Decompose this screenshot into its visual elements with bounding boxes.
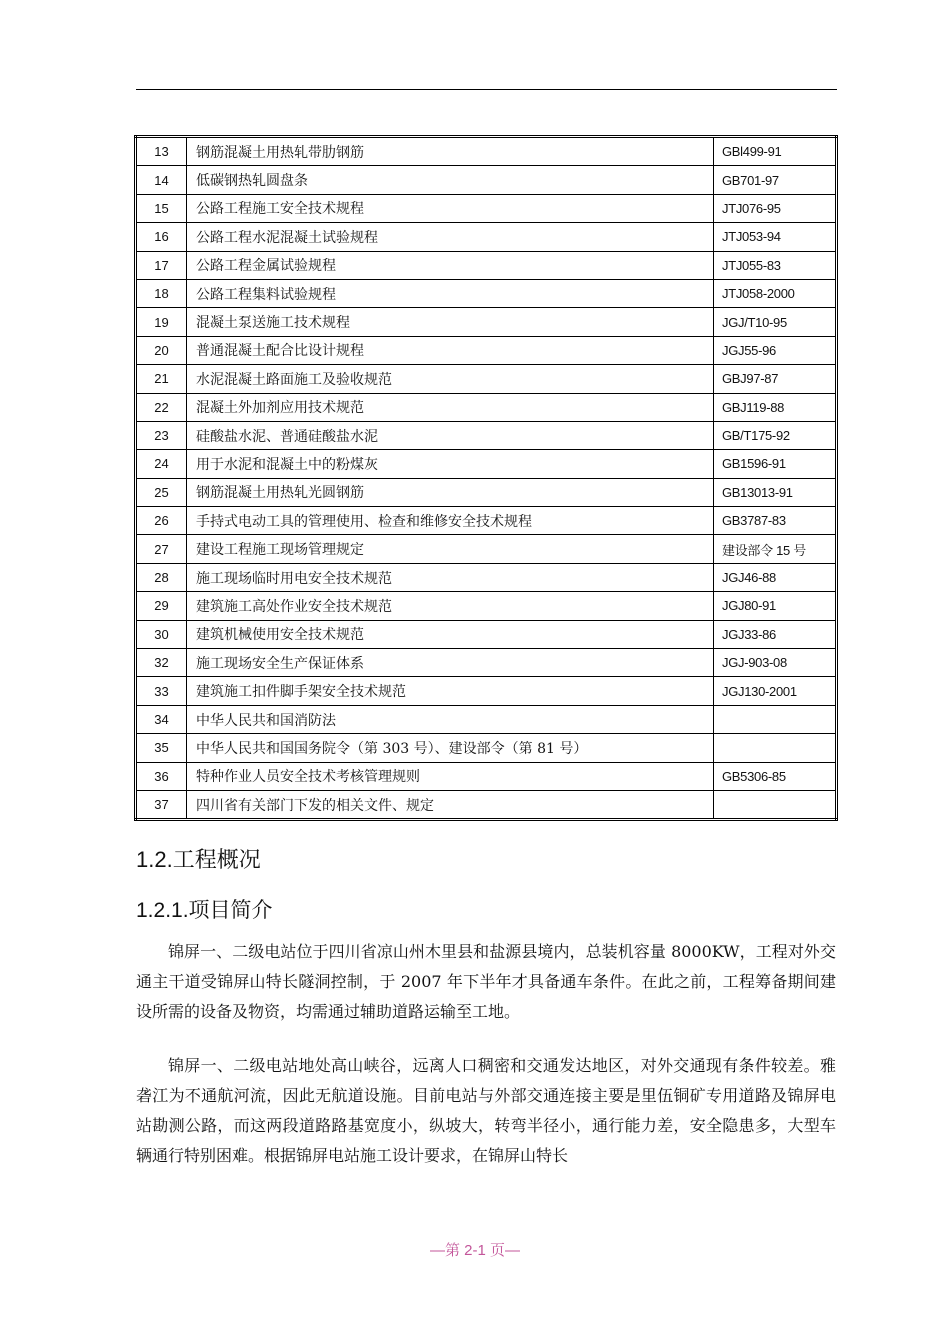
row-number: 30 [136, 620, 187, 648]
standard-title: 用于水泥和混凝土中的粉煤灰 [187, 450, 714, 478]
table-row [136, 194, 837, 222]
paragraph-traffic: 锦屏一、二级电站地处高山峡谷，远离人口稠密和交通发达地区，对外交通现有条件较差。雅砻江为不通航河流，因此无航道设施。目前电站与外部交通连接主要是里伍铜矿专用道路及锦屏电站勘测公路，而这两段道路路基宽度小，纵坡大，转弯半径小，通行能力差，安全隐患多，大型车辆通行特别困难。根据锦屏电站施工设计要求，在锦屏山特长 [136, 1056, 836, 1165]
table-row [136, 478, 837, 506]
standard-code: GB1596-91 [714, 450, 837, 478]
table-row [136, 677, 837, 705]
table-row [136, 393, 837, 421]
standard-title: 公路工程施工安全技术规程 [187, 194, 714, 222]
table-row [136, 790, 837, 819]
standards-table [134, 135, 838, 821]
standard-code [714, 705, 837, 733]
standard-code [714, 734, 837, 762]
standard-title: 特种作业人员安全技术考核管理规则 [187, 762, 714, 790]
standard-code: JGJ/T10-95 [714, 308, 837, 336]
table-row [136, 450, 837, 478]
row-number: 20 [136, 336, 187, 364]
row-number: 22 [136, 393, 187, 421]
table-row [136, 223, 837, 251]
standard-code: JGJ80-91 [714, 592, 837, 620]
table-row [136, 251, 837, 279]
row-number: 27 [136, 535, 187, 563]
standard-code: GB5306-85 [714, 762, 837, 790]
row-number: 15 [136, 194, 187, 222]
table-row [136, 592, 837, 620]
standard-code: GBl499-91 [714, 137, 837, 166]
row-number: 17 [136, 251, 187, 279]
standard-code: JTJ076-95 [714, 194, 837, 222]
paragraph-intro: 锦屏一、二级电站位于四川省凉山州木里县和盐源县境内，总装机容量 8000KW，工程对外交通主干道受锦屏山特长隧洞控制，于 2007 年下半年才具备通车条件。在此之前，工程筹备期间建设所需的设备及物资，均需通过辅助道路运输至工地。 [136, 942, 836, 1021]
standard-title: 钢筋混凝土用热轧带肋钢筋 [187, 137, 714, 166]
standard-code: GB13013-91 [714, 478, 837, 506]
standard-title: 混凝土泵送施工技术规程 [187, 308, 714, 336]
standard-title: 低碳钢热轧圆盘条 [187, 166, 714, 194]
standard-title: 施工现场安全生产保证体系 [187, 649, 714, 677]
row-number: 36 [136, 762, 187, 790]
standard-code: JGJ130-2001 [714, 677, 837, 705]
row-number: 28 [136, 563, 187, 591]
page-number: —第 2-1 页— [429, 1242, 520, 1259]
row-number: 13 [136, 137, 187, 166]
table-row [136, 620, 837, 648]
row-number: 14 [136, 166, 187, 194]
row-number: 16 [136, 223, 187, 251]
table-row [136, 308, 837, 336]
table-row [136, 649, 837, 677]
table-row [136, 336, 837, 364]
row-number: 35 [136, 734, 187, 762]
table-row [136, 421, 837, 449]
standard-code: GB3787-83 [714, 507, 837, 535]
standard-code [714, 790, 837, 819]
row-number: 23 [136, 421, 187, 449]
standard-code: GBJ119-88 [714, 393, 837, 421]
standard-code: GB/T175-92 [714, 421, 837, 449]
standard-title: 建筑施工扣件脚手架安全技术规范 [187, 677, 714, 705]
row-number: 24 [136, 450, 187, 478]
standard-title: 公路工程水泥混凝土试验规程 [187, 223, 714, 251]
standard-code: JTJ058-2000 [714, 279, 837, 307]
table-row [136, 563, 837, 591]
standard-code: JTJ055-83 [714, 251, 837, 279]
table-row [136, 166, 837, 194]
standard-title: 混凝土外加剂应用技术规范 [187, 393, 714, 421]
section-subheading: 1.2.1.项目简介 [136, 899, 273, 922]
standard-code: JGJ55-96 [714, 336, 837, 364]
standard-code: GB701-97 [714, 166, 837, 194]
row-number: 34 [136, 705, 187, 733]
standard-code: JTJ053-94 [714, 223, 837, 251]
row-number: 18 [136, 279, 187, 307]
header-rule [136, 89, 837, 90]
standard-code: JGJ33-86 [714, 620, 837, 648]
standard-title: 建筑施工高处作业安全技术规范 [187, 592, 714, 620]
standard-title: 公路工程金属试验规程 [187, 251, 714, 279]
table-row [136, 137, 837, 166]
row-number: 29 [136, 592, 187, 620]
standard-title: 中华人民共和国消防法 [187, 705, 714, 733]
standard-title: 公路工程集料试验规程 [187, 279, 714, 307]
row-number: 26 [136, 507, 187, 535]
standard-code: JGJ-903-08 [714, 649, 837, 677]
section-heading: 1.2.工程概况 [136, 847, 261, 872]
table-row [136, 535, 837, 563]
row-number: 25 [136, 478, 187, 506]
standard-title: 建设工程施工现场管理规定 [187, 535, 714, 563]
row-number: 37 [136, 790, 187, 819]
standards-table-body [136, 137, 837, 820]
row-number: 33 [136, 677, 187, 705]
table-row [136, 507, 837, 535]
standard-title: 四川省有关部门下发的相关文件、规定 [187, 790, 714, 819]
row-number: 32 [136, 649, 187, 677]
standard-title: 硅酸盐水泥、普通硅酸盐水泥 [187, 421, 714, 449]
standard-title: 建筑机械使用安全技术规范 [187, 620, 714, 648]
table-row [136, 762, 837, 790]
table-row [136, 734, 837, 762]
table-row [136, 365, 837, 393]
row-number: 19 [136, 308, 187, 336]
standard-title: 水泥混凝土路面施工及验收规范 [187, 365, 714, 393]
standard-title: 普通混凝土配合比设计规程 [187, 336, 714, 364]
table-row [136, 279, 837, 307]
standard-code: 建设部令 15 号 [714, 535, 837, 563]
standard-code: GBJ97-87 [714, 365, 837, 393]
standard-title: 手持式电动工具的管理使用、检查和维修安全技术规程 [187, 507, 714, 535]
standard-title: 施工现场临时用电安全技术规范 [187, 563, 714, 591]
row-number: 21 [136, 365, 187, 393]
table-row [136, 705, 837, 733]
standard-title: 钢筋混凝土用热轧光圆钢筋 [187, 478, 714, 506]
standard-title: 中华人民共和国国务院令（第 303 号）、建设部令（第 81 号） [187, 734, 714, 762]
standard-code: JGJ46-88 [714, 563, 837, 591]
